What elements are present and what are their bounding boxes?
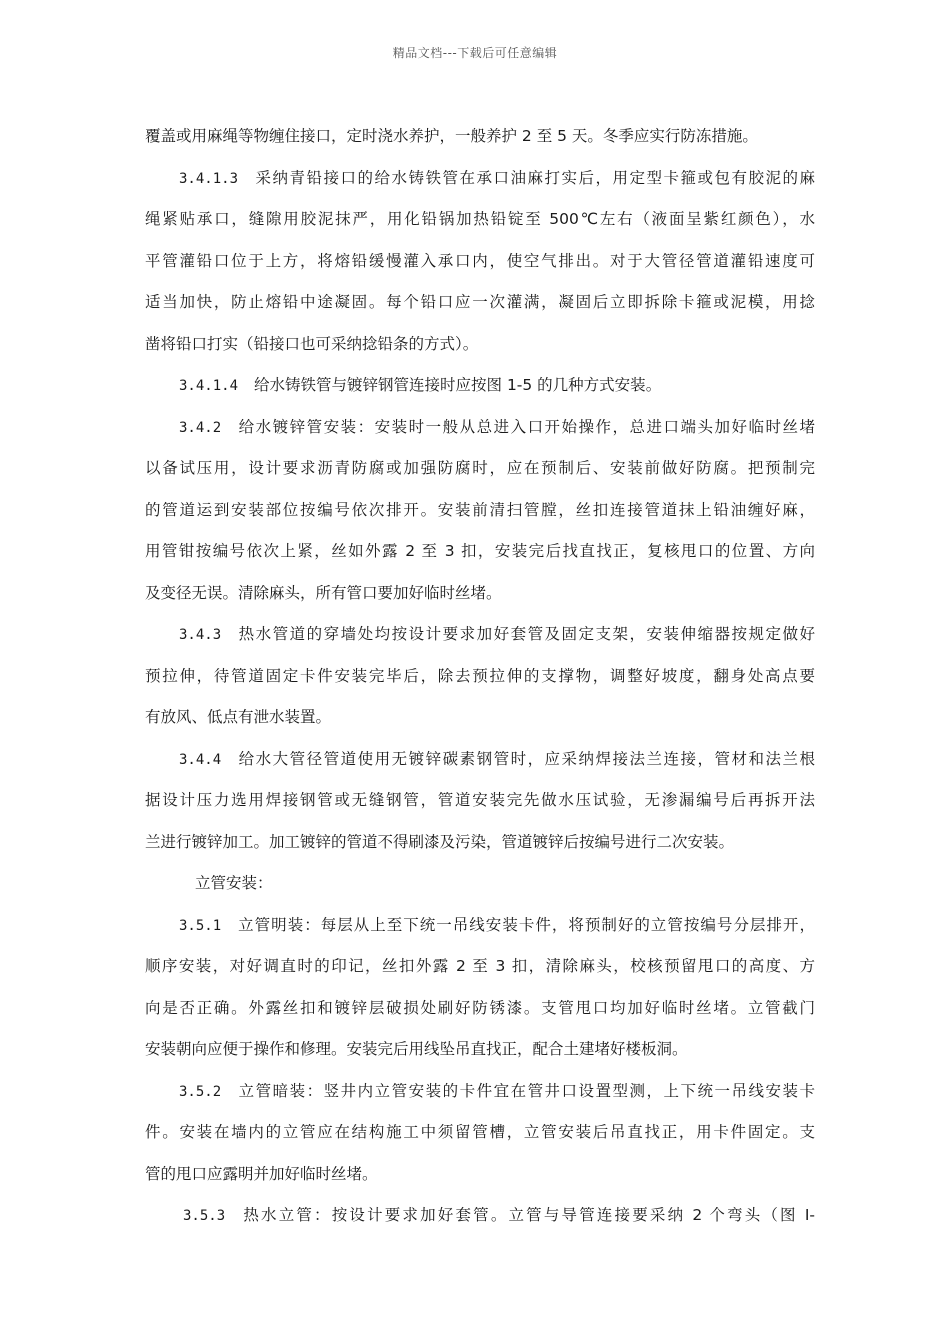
section-number: 3.5.3 (183, 1208, 226, 1224)
paragraph-line: 有放风、低点有泄水装置。 (145, 708, 332, 726)
paragraph-text: 热水立管：按设计要求加好套管。立管与导管连接要采纳 2 个弯头（图 I- (241, 1206, 815, 1224)
paragraph-line: 的管道运到安装部位按编号依次排开。安装前清扫管膛，丝扣连接管道抹上铅油缠好麻， (145, 500, 815, 519)
paragraph-line: 适当加快，防止熔铅中途凝固。每个铅口应一次灌满，凝固后立即拆除卡箍或泥模，用捻 (145, 293, 815, 311)
section-number: 3.5.1 (179, 917, 222, 934)
paragraph-line (145, 365, 815, 407)
paragraph-line: 覆盖或用麻绳等物缠住接口，定时浇水养护，一般养护 2 至 5 天。冬季应实行防冻措施。 (145, 127, 758, 145)
paragraph-line (145, 158, 815, 200)
paragraph-line (145, 1071, 815, 1113)
paragraph-line: 兰进行镀锌加工。加工镀锌的管道不得刷漆及污染，管道镀锌后按编号进行二次安装。 (145, 832, 735, 851)
paragraph-line: 件。安装在墙内的立管应在结构施工中须留管槽，立管安装后吊直找正，用卡件固定。支 (145, 1123, 815, 1141)
paragraph-line: 以备试压用，设计要求沥青防腐或加强防腐时，应在预制后、安装前做好防腐。把预制完 (145, 459, 815, 477)
paragraph-line (145, 1195, 815, 1237)
paragraph-line (145, 614, 815, 656)
paragraph-line: 向是否正确。外露丝扣和镀锌层破损处刷好防锈漆。支管甩口均加好临时丝堵。立管截门 (145, 998, 815, 1017)
section-number: 3.4.2 (179, 419, 222, 436)
paragraph-text: 热水管道的穿墙处均按设计要求加好套管及固定支架，安装伸缩器按规定做好 (237, 625, 815, 643)
paragraph-line (145, 905, 815, 947)
page-header: 精品文档---下载后可任意编辑 (392, 46, 558, 60)
paragraph-text: 给水铸铁管与镀锌钢管连接时应按图 1-5 的几种方式安装。 (254, 376, 662, 394)
paragraph-line (145, 739, 815, 781)
paragraph-text: 立管明装：每层从上至下统一吊线安装卡件，将预制好的立管按编号分层排开， (237, 915, 815, 934)
paragraph-line (145, 407, 815, 449)
paragraph-text: 给水大管径管道使用无镀锌碳素钢管时，应采纳焊接法兰连接，管材和法兰根 (237, 749, 815, 768)
paragraph-line: 用管钳按编号依次上紧，丝如外露 2 至 3 扣，安装完后找直找正，复核甩口的位置、方向 (145, 542, 815, 560)
paragraph-line: 凿将铅口打实（铅接口也可采纳捻铅条的方式）。 (145, 334, 479, 353)
paragraph-line: 及变径无误。清除麻头，所有管口要加好临时丝堵。 (145, 583, 502, 602)
section-number: 3.4.1.4 (179, 378, 239, 394)
paragraph-line: 绳紧贴承口，缝隙用胶泥抹严，用化铅锅加热铅锭至 500℃左右（液面呈紫红颜色），水 (145, 210, 815, 228)
paragraph-text: 立管暗装：竖井内立管安装的卡件宜在管井口设置型测，上下统一吊线安装卡 (237, 1081, 815, 1100)
document-body (145, 116, 815, 1237)
paragraph-line: 安装朝向应便于操作和修理。安装完后用线坠吊直找正，配合土建堵好楼板洞。 (145, 1040, 688, 1058)
section-number: 3.5.2 (179, 1083, 222, 1100)
paragraph-line: 平管灌铅口位于上方，将熔铅缓慢灌入承口内，使空气排出。对于大管径管道灌铅速度可 (145, 251, 815, 270)
section-heading: 立管安装： (195, 874, 273, 892)
paragraph-line: 据设计压力选用焊接钢管或无缝钢管，管道安装完先做水压试验，无渗漏编号后再拆开法 (145, 791, 815, 809)
section-number: 3.4.1.3 (179, 170, 239, 187)
paragraph-text: 采纳青铅接口的给水铸铁管在承口油麻打实后，用定型卡箍或包有胶泥的麻 (254, 168, 815, 187)
section-number: 3.4.3 (179, 627, 222, 643)
paragraph-line: 顺序安装，对好调直时的印记，丝扣外露 2 至 3 扣，清除麻头，校核预留甩口的高度、方 (145, 957, 815, 975)
paragraph-text: 给水镀锌管安装：安装时一般从总进入口开始操作，总进口端头加好临时丝堵 (237, 417, 815, 436)
paragraph-line: 预拉伸，待管道固定卡件安装完毕后，除去预拉伸的支撑物，调整好坡度，翻身处高点要 (145, 666, 815, 685)
section-number: 3.4.4 (179, 751, 222, 768)
paragraph-line: 管的甩口应露明并加好临时丝堵。 (145, 1164, 378, 1183)
